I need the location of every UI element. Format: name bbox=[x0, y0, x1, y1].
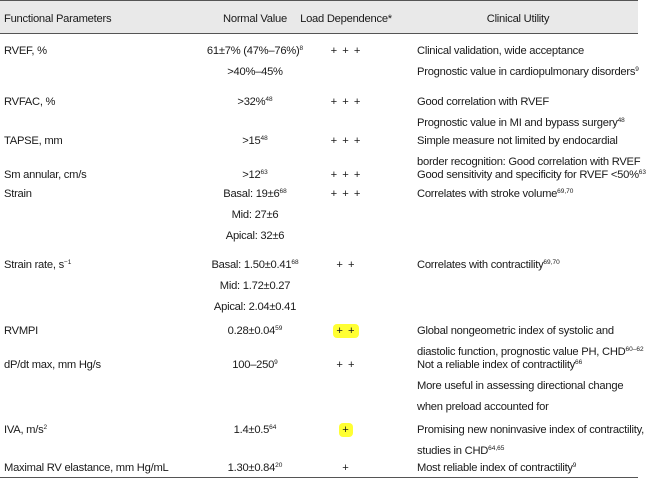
load-dependence-cell bbox=[296, 359, 396, 372]
normal-value-text: Apical: 2.04±0.41 bbox=[213, 301, 297, 313]
normal-value-text: >40%–45% bbox=[227, 66, 283, 78]
reference-superscript: 9 bbox=[635, 66, 639, 73]
param-cell bbox=[4, 45, 47, 58]
normal-value-text: 1.30±0.84 bbox=[227, 462, 276, 474]
normal-value-text: Mid: 1.72±0.27 bbox=[219, 280, 291, 292]
clinical-utility-text: Good sensitivity and specificity for RVEF <50% bbox=[417, 169, 639, 181]
load-dependence-cell bbox=[296, 259, 396, 272]
clinical-utility-cell bbox=[417, 169, 646, 182]
reference-superscript: 68 bbox=[279, 188, 287, 195]
clinical-utility-text: Not a reliable index of contractility bbox=[417, 359, 576, 371]
load-dependence-cell bbox=[296, 424, 396, 437]
normal-value-text: Apical: 32±6 bbox=[225, 230, 285, 242]
normal-value-text: 0.28±0.04 bbox=[227, 325, 276, 337]
normal-value-text: Basal: 1.50±0.41 bbox=[211, 259, 292, 271]
param-cell bbox=[4, 259, 71, 272]
clinical-utility-text: More useful in assessing directional change bbox=[417, 380, 624, 392]
clinical-utility-cell bbox=[417, 462, 576, 475]
clinical-utility-cell bbox=[417, 156, 640, 169]
clinical-utility-text: Global nongeometric index of systolic and bbox=[417, 325, 614, 337]
clinical-utility-text: studies in CHD bbox=[417, 445, 489, 457]
header-clinical-utility: Clinical Utility bbox=[486, 13, 550, 25]
header-rule bbox=[0, 33, 638, 34]
load-dependence-plus-marks: + bbox=[339, 423, 353, 437]
param-label: RVEF, % bbox=[4, 45, 47, 57]
header-load-dependence: Load Dependence* bbox=[300, 13, 392, 25]
clinical-utility-cell bbox=[417, 259, 560, 272]
normal-value-text: Basal: 19±6 bbox=[223, 188, 280, 200]
param-label: Strain rate, s bbox=[4, 259, 64, 271]
load-dependence-cell bbox=[296, 45, 396, 58]
reference-superscript: 64 bbox=[269, 424, 277, 431]
normal-value-text: 1.4±0.5 bbox=[233, 424, 270, 436]
header-normal-value: Normal Value bbox=[223, 13, 287, 25]
load-dependence-plus-marks: + + bbox=[336, 359, 356, 371]
normal-value-text: >32% bbox=[237, 96, 266, 108]
param-label: Sm annular, cm/s bbox=[4, 169, 87, 181]
param-label: RVFAC, % bbox=[4, 96, 56, 108]
clinical-utility-cell bbox=[417, 325, 614, 338]
clinical-utility-text: Prognostic value in cardiopulmonary disorders bbox=[417, 66, 636, 78]
param-label: Maximal RV elastance, mm Hg/mL bbox=[4, 462, 169, 474]
reference-superscript: 9 bbox=[572, 462, 577, 469]
param-label: IVA, m/s bbox=[4, 424, 44, 436]
param-cell bbox=[4, 359, 101, 372]
clinical-utility-cell bbox=[417, 117, 625, 130]
normal-value-text: Mid: 27±6 bbox=[231, 209, 279, 221]
param-label: RVMPI bbox=[4, 325, 38, 337]
param-unit-superscript: 2 bbox=[43, 424, 48, 431]
top-rule bbox=[0, 0, 638, 1]
load-dependence-cell bbox=[296, 169, 396, 182]
param-cell bbox=[4, 424, 47, 437]
reference-superscript: 48 bbox=[260, 135, 268, 142]
param-cell bbox=[4, 188, 32, 201]
param-cell bbox=[4, 135, 62, 148]
clinical-utility-cell bbox=[417, 45, 584, 58]
clinical-utility-cell bbox=[417, 424, 644, 437]
param-label: TAPSE, mm bbox=[4, 135, 63, 147]
clinical-utility-cell bbox=[417, 96, 549, 109]
reference-superscript: 20 bbox=[275, 462, 283, 469]
reference-superscript: 64,65 bbox=[488, 445, 505, 452]
normal-value-text: 100–250 bbox=[232, 359, 275, 371]
load-dependence-plus-marks: + + bbox=[333, 324, 358, 338]
clinical-utility-text: Good correlation with RVEF bbox=[417, 96, 549, 108]
reference-superscript: 63 bbox=[638, 169, 646, 176]
clinical-utility-cell bbox=[417, 66, 639, 79]
clinical-utility-cell bbox=[417, 359, 582, 372]
reference-superscript: 48 bbox=[617, 117, 625, 124]
header-functional-parameters: Functional Parameters bbox=[4, 13, 112, 25]
normal-value-cell bbox=[196, 280, 314, 293]
clinical-utility-text: border recognition: Good correlation with RVEF bbox=[417, 156, 641, 168]
normal-value-text: 61±7% (47%–76%) bbox=[206, 45, 300, 57]
clinical-utility-cell bbox=[417, 380, 623, 393]
load-dependence-cell bbox=[296, 325, 396, 338]
clinical-utility-cell bbox=[417, 135, 618, 148]
reference-superscript: 69,70 bbox=[557, 188, 574, 195]
load-dependence-cell bbox=[296, 188, 396, 201]
param-unit-superscript: −1 bbox=[63, 259, 72, 266]
load-dependence-plus-marks: + + + bbox=[330, 45, 362, 57]
reference-superscript: 8 bbox=[299, 45, 304, 52]
load-dependence-plus-marks: + bbox=[342, 462, 350, 474]
clinical-utility-text: when preload accounted for bbox=[417, 401, 549, 413]
normal-value-text: >12 bbox=[242, 169, 261, 181]
clinical-utility-cell bbox=[417, 188, 573, 201]
load-dependence-plus-marks: + + + bbox=[330, 135, 362, 147]
load-dependence-cell bbox=[296, 96, 396, 109]
clinical-utility-text: Correlates with contractility bbox=[417, 259, 544, 271]
reference-superscript: 59 bbox=[275, 325, 283, 332]
reference-superscript: 48 bbox=[265, 96, 273, 103]
normal-value-cell bbox=[196, 301, 314, 314]
clinical-utility-text: Simple measure not limited by endocardial bbox=[417, 135, 618, 147]
reference-superscript: 68 bbox=[291, 259, 299, 266]
clinical-utility-text: Most reliable index of contractility bbox=[417, 462, 573, 474]
load-dependence-plus-marks: + + + bbox=[330, 188, 362, 200]
clinical-utility-cell bbox=[417, 445, 504, 458]
reference-superscript: 60–62 bbox=[625, 346, 644, 353]
param-cell bbox=[4, 169, 86, 182]
normal-value-cell bbox=[196, 209, 314, 222]
param-label: Strain bbox=[4, 188, 32, 200]
reference-superscript: 9 bbox=[274, 359, 278, 366]
param-cell bbox=[4, 96, 55, 109]
load-dependence-plus-marks: + + + bbox=[330, 96, 362, 108]
reference-superscript: 63 bbox=[260, 169, 268, 176]
normal-value-cell bbox=[196, 66, 314, 79]
normal-value-text: >15 bbox=[242, 135, 261, 147]
load-dependence-cell bbox=[296, 135, 396, 148]
load-dependence-plus-marks: + + bbox=[336, 259, 356, 271]
clinical-utility-text: Prognostic value in MI and bypass surgery bbox=[417, 117, 618, 129]
clinical-utility-text: Promising new noninvasive index of contractility, bbox=[417, 424, 644, 436]
param-cell bbox=[4, 325, 38, 338]
clinical-utility-text: Clinical validation, wide acceptance bbox=[417, 45, 584, 57]
clinical-utility-cell bbox=[417, 401, 549, 414]
clinical-utility-text: Correlates with stroke volume bbox=[417, 188, 558, 200]
reference-superscript: 66 bbox=[575, 359, 583, 366]
load-dependence-cell bbox=[296, 462, 396, 475]
param-label: dP/dt max, mm Hg/s bbox=[4, 359, 101, 371]
clinical-utility-cell bbox=[417, 346, 644, 359]
param-cell bbox=[4, 462, 169, 475]
reference-superscript: 69,70 bbox=[543, 259, 560, 266]
normal-value-cell bbox=[196, 230, 314, 243]
clinical-utility-text: diastolic function, prognostic value PH, CHD bbox=[417, 346, 626, 358]
load-dependence-plus-marks: + + + bbox=[330, 169, 362, 181]
